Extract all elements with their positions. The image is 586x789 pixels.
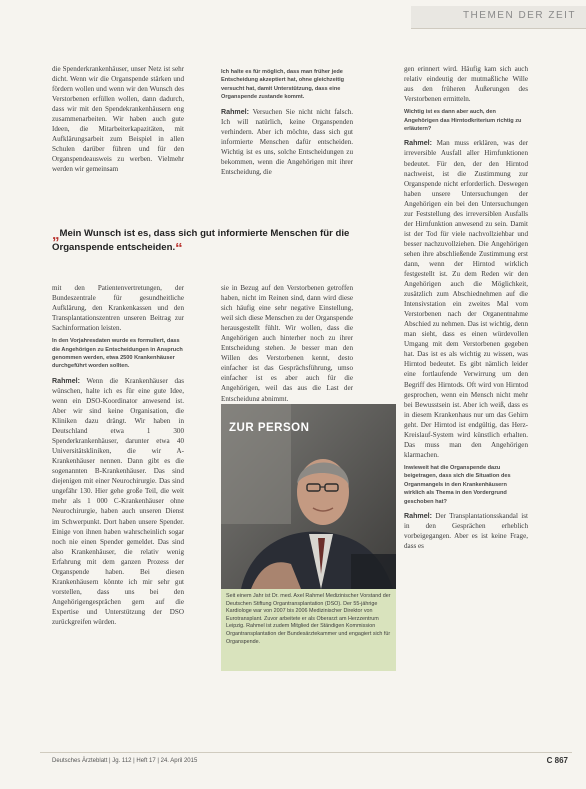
paragraph <box>404 138 528 460</box>
interview-question: Inwieweit hat die Organspende dazu beigetragen, dass sich die Situation des Organmangels in den Krankenhäusern wirklich als Thema in den Vordergrund geschoben hat? <box>404 464 511 505</box>
quote-open-mark: „ <box>52 226 60 243</box>
interview-question: Wichtig ist es dann aber auch, den Angehörigen das Hirntodkriterium richtig zu erläutern? <box>404 109 522 132</box>
speaker-label: Rahmel: <box>404 511 432 520</box>
footer-citation: Deutsches Ärzteblatt | Jg. 112 | Heft 17 | 24. April 2015 <box>52 758 198 764</box>
caption-text: Seit einem Jahr ist Dr. med. Axel Rahmel Medizinischer Vorstand der Deutschen Stiftung Organtransplantation (DSO). Der 55-jährige Kardiologe war von 2007 bis 2006 Medizinischer Direktor von Eurotransplant. Zuvor arbeitete er als Oberarzt am Herzzentrum Leipzig. Rahmel ist zudem Mitglied der Ständigen Kommission Organtransplantation der Bundesärztekammer und engagiert sich für Organspende. <box>226 593 391 645</box>
column-1-body <box>52 283 184 745</box>
section-title: THEMEN DER ZEIT <box>462 10 576 21</box>
photo-caption <box>221 589 396 671</box>
footer-divider <box>40 752 572 753</box>
photo-label: ZUR PERSON <box>229 422 310 434</box>
column-1-top <box>52 64 184 175</box>
paragraph: gen erinnert wird. Häufig kam sich auch relativ eindeutig der mutmaßliche Wille aus den früheren Äußerungen des Verstorbenen ermitteln. <box>404 65 528 104</box>
answer-text: Versuchen Sie nicht nicht falsch. Ich will natürlich, keine Organspenden verhindern. Aber ich möchte, dass sich gut informierte Menschen dafür entscheiden. Wichtig ist es uns, solche Entscheidungen zu bekommen, wenn die Angehörigen mit ihrer Entscheidung, die <box>221 107 353 176</box>
paragraph <box>404 511 528 551</box>
answer-text: Wenn die Krankenhäuser das wünschen, halte ich es für eine gute Idee, wenn ein DSO-Koordinator anwesend ist. Aber wir sind keine Organisation, die Kliniken dazu drängt. Wir haben in Deutschland etwa 1 300 Spenderkrankenhäuser, darunter etwa 40 Universitätskliniken, die wir A-Krankenhäuser nennen. Dann gibt es die sogenannten B-Krankenhäuser. Das sind diejenigen mit einer Neurochirurgie. Das sind ungefähr 130. Hier gehe große Teil, die weit mehr als 1 000 C-Krankenhäuser ohne Neurochirurgie, haben auch unseren Dienst im Schwerpunkt. Dort haben unsere Spender. Einige von ihnen haben wahrscheinlich sogar noch nie einen Spender gemeldet. Das sind also Krankenhäuser, die relativ wenig Erfahrung mit dem ganzen Prozess der Organspende haben. Bei diesen Krankenhäusern könnte ich mir sehr gut vorstellen, dass uns bei den Angehörigengesprächen gern auf die Expertise und Unterstützung der DSO zurückgreifen würden. <box>52 376 184 626</box>
answer-text: Der Transplantationsskandal ist in den Gesprächen erheblich vorbeigegangen. Aber es ist keine Frage, dass es <box>404 511 528 551</box>
quote-text: Mein Wunsch ist es, dass sich gut informierte Menschen für die Organspende entscheiden. <box>52 228 350 253</box>
column-2-body <box>221 283 353 401</box>
portrait-photo <box>221 404 396 589</box>
interview-question: In den Vorjahresdaten wurde es formuliert, dass die Angehörigen zu Entscheidungen in Anspruch genommen werden, etwa 2500 Krankenhäuser durchgeführt worden sollten. <box>52 338 183 370</box>
answer-text: Man muss erklären, was der irreversible Ausfall aller Hirnfunktionen bedeutet. Für den, der den Hirntod nachweist, ist die Zustimmung zur Organspende nicht erforderlich. Deswegen haben unsere Untersuchungen der Angehörigen ein bei den Untersuchungen zur Feststellung des irreversiblen Ausfalls der Hirnfunktion anwesend zu sein. Damit ist der Tod für viele nachvollziehbar und besser nachzuvollziehen. Die Angehörigen sehen ihre abschließende Zustimmung erst dann, wenn der Hirntod wirklich festgestellt ist. Zu dem Reden wir den Angehörigen auch die Möglichkeit, zusätzlich zum Abschiednehmen auf die Intensivstation ein zweites Mal vom Verstorbenen nach der Organentnahme Abschied zu nehmen. Das ist wichtig, denn man sieht, dass es einen würdevollen Umgang mit dem Verstorbenen gegeben hat. Das ist es als wichtig zu wissen, was Hirntod bedeutet. Es gibt nämlich leider eine fortlaufende Verwirrung um den Begriff des Hirntods. Oft wird von Hirntod gesprochen, wenn ein Mensch nicht mehr bei Bewusstsein ist. Aber ich weiß, dass es in diesem Krankenhaus nur um das Gehirn geht. Der Hirntod ist endgültig, das Herz-Kreislauf-System wird künstlich erhalten. Das muss man den Angehörigen klarmachen. <box>404 139 528 459</box>
paragraph <box>52 376 184 627</box>
speaker-label: Rahmel: <box>52 376 80 385</box>
paragraph: mit den Patientenvertretungen, der Bundeszentrale für gesundheitliche Aufklärung, den Krankenkassen und den Transplantationszentren unseren Beitrag zur Sachinformation leisten. <box>52 284 184 333</box>
paragraph: sie in Bezug auf den Verstorbenen getroffen haben, nicht im Reinen sind, dann wird diese sich häufig eine sehr negative Einstellung, weil sich diese Menschen zu der Organspende herausgestellt fühlt. Wir wollen, dass die Angehörigen auch hinterher noch zu ihrer Entscheidung stehen. Je besser man den Willen des Verstorbenen kennt, desto einfacher ist das Gesprächsführung, umso einfacher ist es aber auch für die Angehörigen, weil das aus die Last der Entscheidung abnimmt. <box>221 284 353 401</box>
page-number: C 867 <box>546 756 568 765</box>
column-3 <box>404 64 528 746</box>
speaker-label: Rahmel: <box>404 139 432 148</box>
pull-quote <box>52 228 382 255</box>
column-2-top <box>221 64 353 177</box>
speaker-label: Rahmel: <box>221 107 249 116</box>
paragraph <box>221 107 353 177</box>
section-header <box>411 6 586 29</box>
quote-close-mark: “ <box>175 239 183 257</box>
interview-question: Ich halte es für möglich, dass man früher jede Entscheidung akzeptiert hat, ohne gleichzeitig versucht hat, damit Unterstützung, dass eine Organspende zustande kommt. <box>221 69 345 101</box>
paragraph: die Spenderkrankenhäuser, unser Netz ist sehr dicht. Wenn wir die Organspende stärken und fördern wollen und wenn wir den Wunsch des Verstorbenen erfüllen wollen, dann dadurch, dass wir mit den Spendekrankenhäusern eng zusammenarbeiten. Wir haben auch gute Ideen, die Mitarbeiterkapazitäten, mit Aufklärungsarbeit zum Beispiel in allen Schulen darüber führen und für den Organspendeausweis zu werben. Vielmehr werden wir gemeinsam <box>52 65 184 174</box>
